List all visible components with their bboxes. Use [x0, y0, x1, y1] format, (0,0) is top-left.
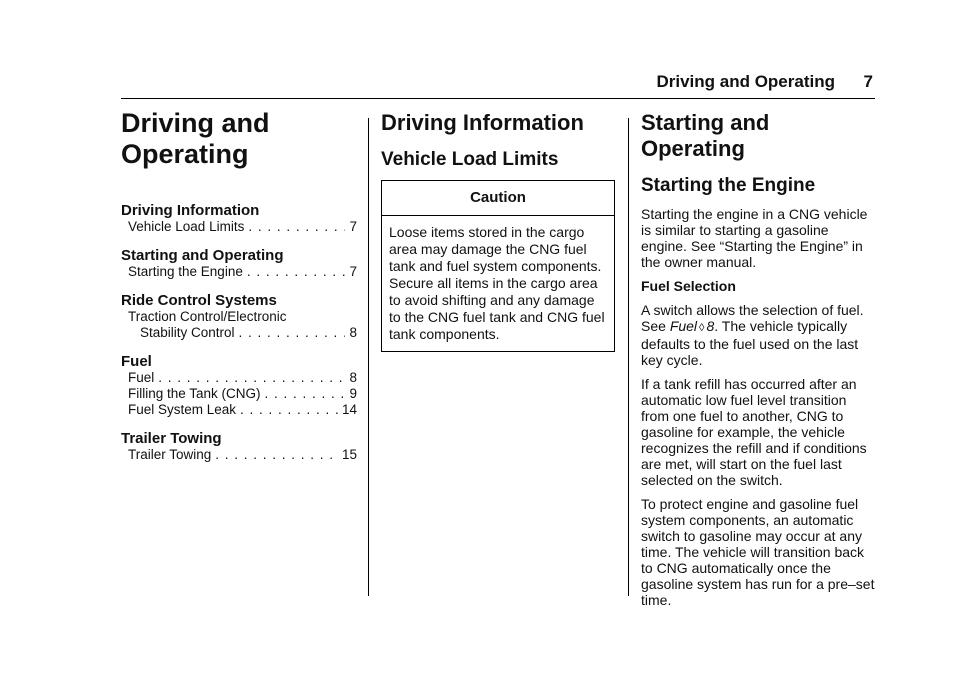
- toc-entry-page: 8: [349, 370, 357, 385]
- toc-entry[interactable]: [121, 219, 357, 235]
- page-number: 7: [863, 72, 873, 91]
- toc-entry[interactable]: [121, 309, 357, 341]
- toc-leader-dots: [265, 386, 346, 402]
- toc-section-fuel: [121, 353, 357, 418]
- toc-leader-dots: [215, 447, 338, 463]
- toc-entry[interactable]: [121, 264, 357, 280]
- toc-entry[interactable]: [121, 447, 357, 463]
- cross-reference-link[interactable]: Fuel: [669, 318, 698, 334]
- section-heading-line1: Starting and: [641, 110, 770, 135]
- toc-entry-label: Trailer Towing: [128, 447, 212, 462]
- toc-entry[interactable]: [121, 370, 357, 386]
- toc-leader-dots: [240, 402, 338, 418]
- caution-box: [381, 180, 615, 352]
- section-title: [121, 108, 357, 170]
- body-paragraph: If a tank refill has occurred after an automatic low fuel level transition from one fuel to another, CNG to gasoline for example, the vehicle recognizes the refill and if conditions are met, will start on the fuel last selected on the switch.: [641, 376, 867, 488]
- toc-entry-page: 8: [349, 325, 357, 340]
- paragraph-text: . The vehicle typically defaults to the fuel used on the last key cycle.: [641, 318, 859, 368]
- contents-column: [121, 108, 357, 463]
- caution-title: Caution: [382, 181, 614, 216]
- toc-leader-dots: [248, 219, 345, 235]
- body-paragraph: To protect engine and gasoline fuel system components, an automatic switch to gasoline may occur at any time. The vehicle will transition back to CNG automatically once the gasoline system has run for a pre–set time.: [641, 496, 875, 608]
- toc-section-driving-information: [121, 202, 357, 235]
- toc-leader-dots: [247, 264, 346, 280]
- running-header: [121, 72, 875, 98]
- header-title: Driving and Operating: [656, 72, 835, 91]
- toc-entry-page: 7: [349, 264, 357, 279]
- toc-heading: Starting and Operating: [121, 247, 284, 264]
- toc-entry-label-line1: Traction Control/Electronic: [128, 309, 287, 324]
- toc-entry-page: 14: [341, 402, 357, 417]
- driving-information-column: [381, 108, 615, 352]
- header-rule: [121, 98, 875, 99]
- toc-entry-label: Filling the Tank (CNG): [128, 386, 261, 401]
- toc-section-starting-and-operating: [121, 247, 357, 280]
- toc-entry[interactable]: [121, 386, 357, 402]
- starting-operating-column: [641, 108, 877, 608]
- section-title-line2: Operating: [121, 139, 249, 169]
- paragraph-text: A switch allows the selection of fuel. See: [641, 302, 864, 334]
- toc-entry-label: Starting the Engine: [128, 264, 243, 279]
- toc-entry-label: Vehicle Load Limits: [128, 219, 245, 234]
- toc-entry-label: Fuel System Leak: [128, 402, 237, 417]
- section-heading: Driving Information: [381, 110, 584, 135]
- toc-entry-page: 15: [341, 447, 357, 462]
- caution-text: Loose items stored in the cargo area may damage the CNG fuel tank and fuel system components. Secure all items in the cargo area to avoid shifting and any damage to the CNG fuel tank and CNG fuel tank components.: [389, 224, 605, 342]
- subsection-heading: Starting the Engine: [641, 175, 816, 196]
- toc-leader-dots: [158, 370, 345, 386]
- toc-entry-page: 7: [349, 219, 357, 234]
- subsection-heading: Vehicle Load Limits: [381, 149, 559, 170]
- toc-heading: Trailer Towing: [121, 430, 222, 447]
- column-divider: [628, 118, 629, 596]
- toc-heading: Fuel: [121, 353, 152, 370]
- column-divider: [368, 118, 369, 596]
- toc-entry-label: Fuel: [128, 370, 155, 385]
- section-heading: [641, 110, 877, 162]
- section-title-line1: Driving and: [121, 108, 270, 138]
- toc-heading: Ride Control Systems: [121, 292, 277, 309]
- body-paragraph: [641, 302, 877, 368]
- toc-section-trailer-towing: [121, 430, 357, 463]
- toc-leader-dots: [239, 325, 346, 341]
- toc-heading: Driving Information: [121, 202, 260, 219]
- toc-entry-page: 9: [349, 386, 357, 401]
- fuel-selection-heading: Fuel Selection: [641, 278, 736, 294]
- toc-entry-label-line2: Stability Control: [140, 325, 235, 340]
- cross-reference-page[interactable]: 8: [706, 318, 715, 334]
- body-paragraph: Starting the engine in a CNG vehicle is similar to starting a gasoline engine. See “Starting the Engine” in the owner manual.: [641, 206, 868, 270]
- toc-section-ride-control-systems: [121, 292, 357, 341]
- page-reference-icon: ◊: [699, 322, 705, 334]
- section-heading-line2: Operating: [641, 136, 745, 161]
- toc-entry[interactable]: [121, 402, 357, 418]
